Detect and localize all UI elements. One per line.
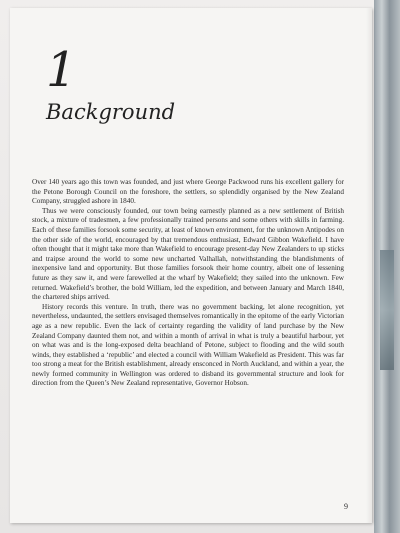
book-edge bbox=[374, 0, 400, 533]
paragraph-1: Over 140 years ago this town was founded, and just where George Packwood runs his excellent gallery for the Petone Borough Council on the foreshore, the settlers, so splendidly organised by the New Zealand Company, struggled ashore in 1840. bbox=[32, 178, 344, 206]
chapter-number: 1 bbox=[46, 42, 77, 98]
page-gutter-shadow bbox=[366, 8, 372, 523]
book-cover-strip bbox=[380, 250, 394, 370]
chapter-title: Background bbox=[46, 100, 176, 124]
paragraph-2: Thus we were consciously founded, our town being earnestly planned as a new settlement of British stock, a mixture of tradesmen, a few professionally trained persons and some others with skills in farming. Each of these families forsook some security, at least of known environment, for the unknown Antipodes on the other side of the world, encouraged by that tremendous enthusiast, Edward Gibbon Wakefield. I have often thought that it might take more than Wakefield to encourage present-day New Zealanders to up sticks and traipse around the world to some new uncharted Valhallah, notwithstanding the blandishments of inexpensive land and opportunity. But those families forsook their home country, albeit one of lessening future as they saw it, and were farewelled at the wharf by Wakefield; they sailed into the unknown. Few returned. Wakefield’s brother, the bold William, led the expedition, and between January and March 1840, the chartered ships arrived. bbox=[32, 206, 344, 302]
paragraph-3: History records this venture. In truth, there was no government backing, let alone recognition, yet nevertheless, undaunted, the settlers envisaged themselves romantically in the epitome of the early Victorian age as a new republic. Even the lack of certainty regarding the validity of land purchase by the New Zealand Company daunted them not, and within a month of arrival in what is truly a beautiful harbour, yet on what was and is the long-exposed delta beachland of Petone, subject to flooding and the wild south winds, they established a ‘republic’ and elected a council with William Wakefield as President. This was far too strong a meat for the British establishment, already ensconced in North Auckland, and within a year, the newly formed community in Wellington was ordered to disband its governmental structure and look for direction from the Queen’s New Zealand representative, Governor Hobson. bbox=[32, 302, 344, 388]
chapter-body bbox=[32, 178, 344, 389]
page-number: 9 bbox=[344, 502, 348, 511]
book-page bbox=[10, 8, 372, 523]
